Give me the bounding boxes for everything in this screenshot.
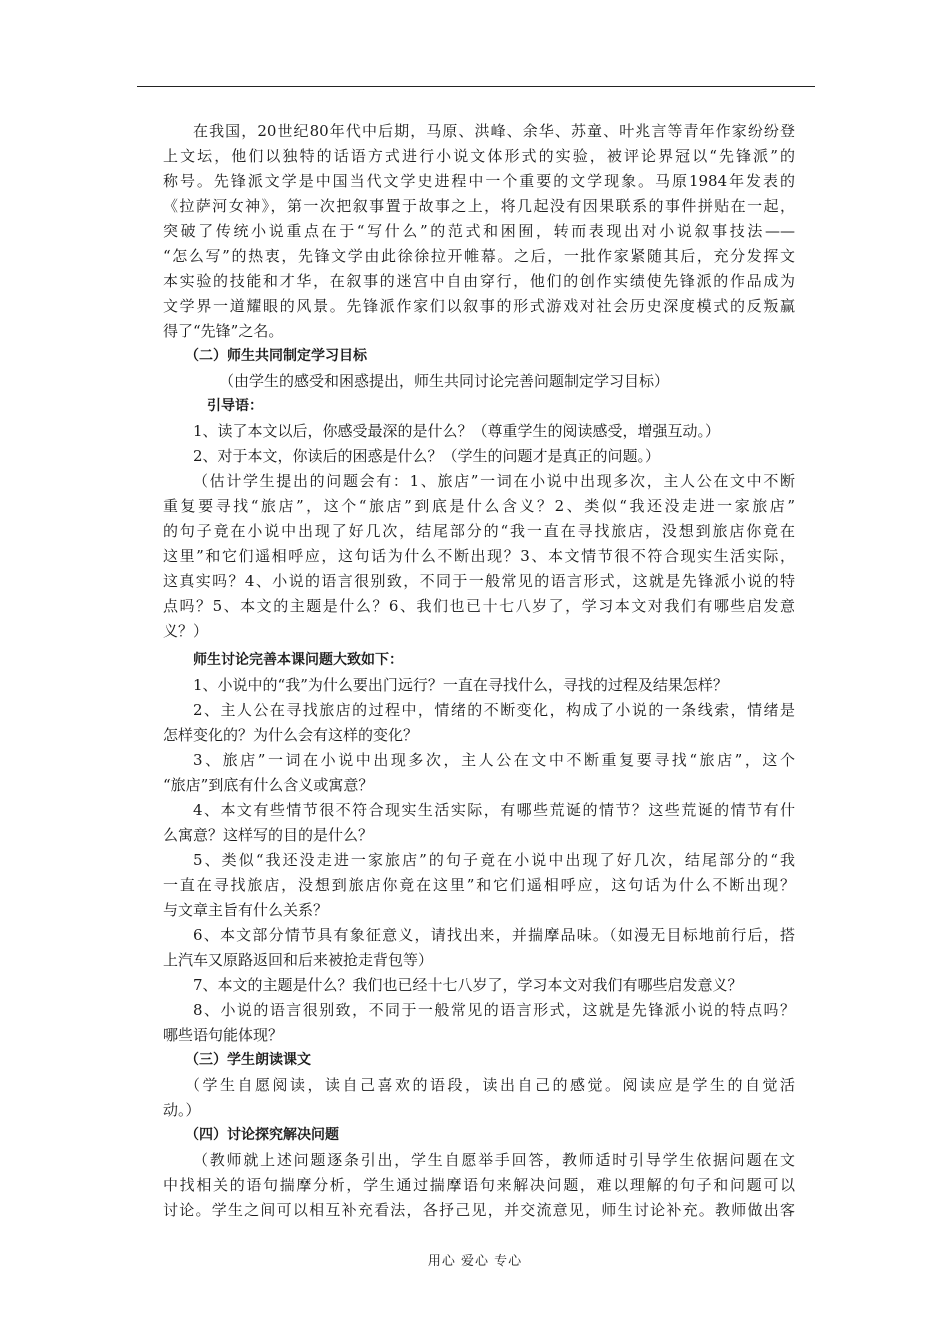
text-line: 的句子竟在小说中出现了好几次，结尾部分的“我一直在寻找旅店，没想到旅店你竟在 (163, 522, 795, 540)
section-heading-3: （三）学生朗读课文 (185, 1052, 311, 1068)
header-rule (137, 86, 815, 87)
text-line: 5、类似“我还没走进一家旅店”的句子竟在小说中出现了好几次，结尾部分的“我 (193, 851, 795, 869)
question-3 (163, 748, 795, 798)
text-line: 点吗？5、本文的主题是什么？6、我们也已十七八岁了，学习本文对我们有哪些启发意 (163, 597, 795, 615)
text-line: 文学界一道耀眼的风景。先锋派作家们以叙事的形式游戏对社会历史深度模式的反叛赢 (163, 297, 795, 315)
text-line: 义？） (163, 622, 209, 640)
question-7: 7、本文的主题是什么？我们也已经十七八岁了，学习本文对我们有哪些启发意义？ (193, 976, 743, 994)
question-8 (163, 998, 795, 1048)
explore-paragraph (163, 1148, 795, 1223)
text-line: 称号。先锋派文学是中国当代文学史进程中一个重要的文学现象。马原1984年发表的 (163, 172, 795, 190)
text-line: 上文坛，他们以独特的话语方式进行小说文体形式的实验，被评论界冠以“先锋派”的 (163, 147, 795, 165)
document-body (163, 119, 795, 1223)
text-line: 6、本文部分情节具有象征意义，请找出来，并揣摩品味。（如漫无目标地前行后，搭 (193, 926, 795, 944)
guide-question-1: 1、读了本文以后，你感受最深的是什么？（尊重学生的阅读感受，增强互动。） (193, 422, 721, 440)
read-paragraph (163, 1073, 795, 1123)
text-line: （教师就上述问题逐条引出，学生自愿举手回答，教师适时引导学生依据问题在文 (193, 1151, 795, 1169)
text-line: （学生自愿阅读，读自己喜欢的语段，读出自己的感觉。阅读应是学生的自觉活 (185, 1076, 795, 1094)
text-line: 突破了传统小说重点在于“写什么”的范式和困囿，转而表现出对小说叙事技法—— (163, 222, 795, 240)
text-line: 《拉萨河女神》，第一次把叙事置于故事之上，将几起没有因果联系的事件拼贴在一起， (163, 197, 795, 215)
question-6 (163, 923, 795, 973)
text-line: 中找相关的语句揣摩分析，学生通过揣摩语句来解决问题，难以理解的句子和问题可以 (163, 1176, 795, 1194)
estimate-paragraph (163, 469, 795, 644)
text-line: （估计学生提出的问题会有：1、旅店”一词在小说中出现多次，主人公在文中不断 (193, 472, 795, 490)
section-subtitle-2: （由学生的感受和困惑提出，师生共同讨论完善问题制定学习目标） (219, 372, 670, 390)
text-line: 哪些语句能体现？ (163, 1026, 284, 1044)
intro-paragraph (163, 119, 795, 344)
text-line: 一直在寻找旅店，没想到旅店你竟在这里”和它们遥相呼应，这句话为什么不断出现？ (163, 876, 795, 894)
text-line: 这真实吗？4、小说的语言很别致，不同于一般常见的语言形式，这就是先锋派小说的特 (163, 572, 795, 590)
guide-question-2: 2、对于本文，你读后的困惑是什么？（学生的问题才是真正的问题。） (193, 447, 661, 465)
text-line: 8、小说的语言很别致，不同于一般常见的语言形式，这就是先锋派小说的特点吗？ (193, 1001, 795, 1019)
text-line: 这里”和它们遥相呼应，这句话为什么不断出现？3、本文情节很不符合现实生活实际， (163, 547, 795, 565)
text-line: 与文章主旨有什么关系？ (163, 901, 329, 919)
guide-label: 引导语： (207, 398, 263, 414)
section-heading-4: （四）讨论探究解决问题 (185, 1127, 339, 1143)
question-5 (163, 848, 795, 923)
text-line: 本实验的技能和才华，在叙事的迷宫中自由穿行，他们的创作实绩使先锋派的作品成为 (163, 272, 795, 290)
text-line: 么寓意？这样写的目的是什么？ (163, 826, 374, 844)
text-line: 4、本文有些情节很不符合现实生活实际，有哪些荒诞的情节？这些荒诞的情节有什 (193, 801, 795, 819)
question-1: 1、小说中的“我”为什么要出门远行？一直在寻找什么，寻找的过程及结果怎样？ (193, 676, 728, 694)
section-heading-2: （二）师生共同制定学习目标 (185, 348, 367, 364)
question-4 (163, 798, 795, 848)
text-line: 在我国，20世纪80年代中后期，马原、洪峰、余华、苏童、叶兆言等青年作家纷纷登 (193, 122, 795, 140)
text-line: 重复要寻找“旅店”，这个“旅店”到底是什么含义？2、类似“我还没走进一家旅店” (163, 497, 795, 515)
text-line: 2、主人公在寻找旅店的过程中，情绪的不断变化，构成了小说的一条线索，情绪是 (193, 701, 795, 719)
discuss-label: 师生讨论完善本课问题大致如下： (193, 652, 403, 668)
text-line: “旅店”到底有什么含义或寓意？ (163, 776, 374, 794)
text-line: 上汽车又原路返回和后来被抢走背包等） (163, 951, 434, 969)
text-line: 怎样变化的？为什么会有这样的变化？ (163, 726, 419, 744)
text-line: “怎么写”的热衷，先锋文学由此徐徐拉开帷幕。之后，一批作家紧随其后，充分发挥文 (163, 247, 795, 265)
question-2 (163, 698, 795, 748)
text-line: 得了“先锋”之名。 (163, 322, 284, 340)
text-line: 动。） (163, 1101, 201, 1119)
text-line: 讨论。学生之间可以相互补充看法，各抒己见，并交流意见，师生讨论补充。教师做出客 (163, 1201, 795, 1219)
text-line: 3、旅店”一词在小说中出现多次，主人公在文中不断重复要寻找“旅店”，这个 (193, 751, 795, 769)
page-footer: 用心 爱心 专心 (427, 1254, 523, 1269)
